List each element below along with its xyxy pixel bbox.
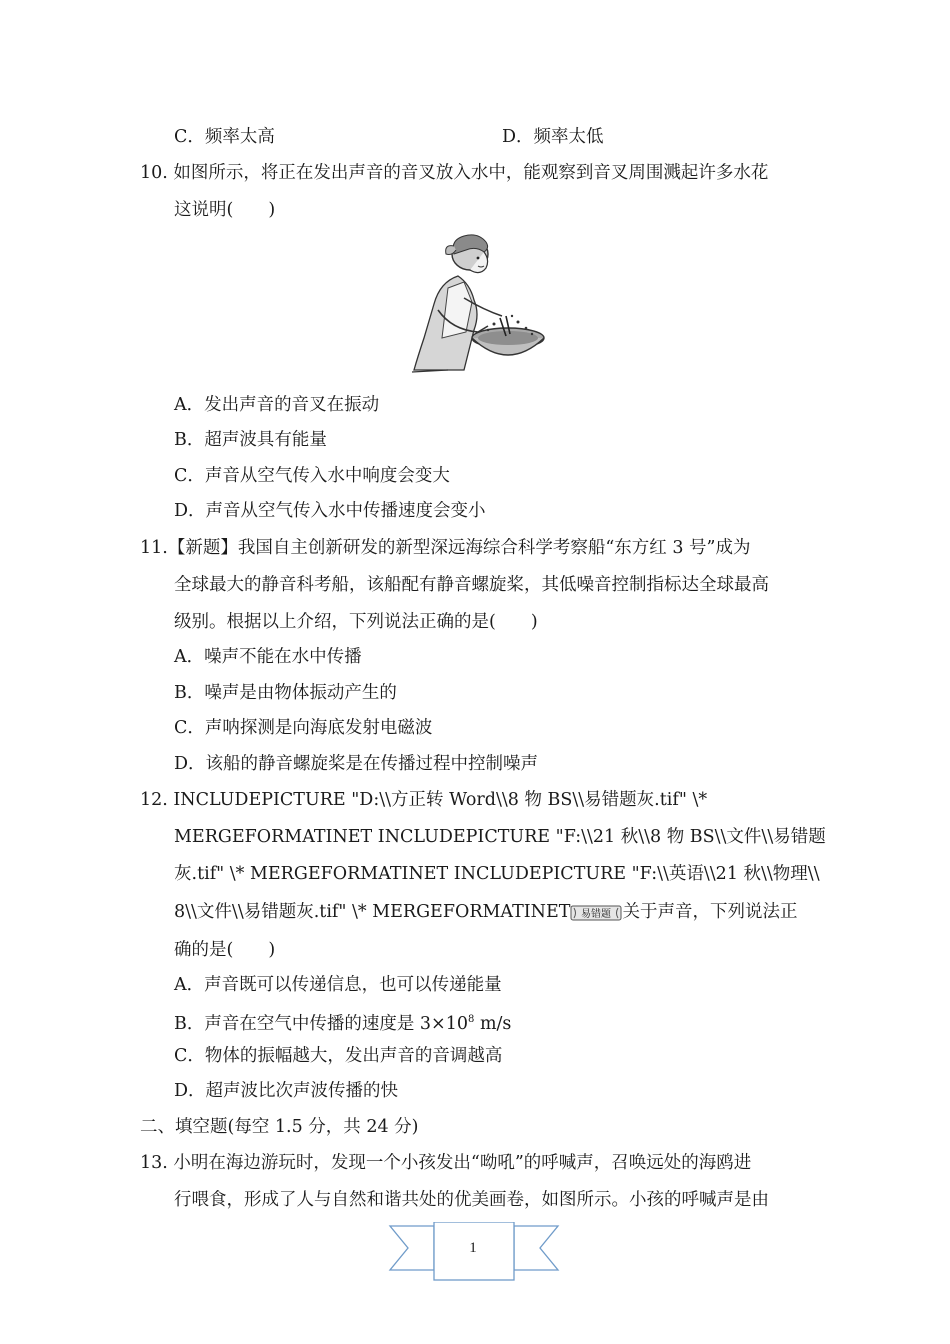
q10-option-a: A．发出声音的音叉在振动 (174, 395, 380, 415)
q11-option-a: A．噪声不能在水中传播 (174, 647, 362, 667)
q12-stem-line5: 确的是( ) (174, 940, 276, 960)
q10-stem-line1: 10. 如图所示，将正在发出声音的音叉放入水中，能观察到音叉周围溅起许多水花 (140, 163, 769, 183)
section-title-fill-in: 二、填空题(每空 1.5 分，共 24 分) (140, 1117, 419, 1137)
q10-option-c: C．声音从空气传入水中响度会变大 (174, 466, 450, 486)
q12-stem-line4 (174, 902, 797, 922)
q11-stem-line2: 全球最大的静音科考船，该船配有静音螺旋桨，其低噪音控制指标达全球最高 (174, 575, 769, 595)
q11-option-d: D．该船的静音螺旋桨是在传播过程中控制噪声 (174, 754, 539, 774)
q11-stem-line3: 级别。根据以上介绍，下列说法正确的是( ) (174, 612, 538, 632)
q12-stem-line4-text: 关于声音，下列说法正 (622, 902, 798, 922)
q9-option-c: C．频率太高 (174, 127, 275, 147)
tuning-fork-in-water-illustration (408, 232, 548, 374)
q12-stem-line4-field-code: 8\\文件\\易错题灰.tif" \* MERGEFORMATINET (174, 902, 571, 922)
q9-option-d: D．频率太低 (502, 127, 604, 147)
q11-option-c: C．声呐探测是向海底发射电磁波 (174, 718, 433, 738)
q12-option-c: C．物体的振幅越大，发出声音的音调越高 (174, 1046, 503, 1066)
q12-stem-line1: 12. INCLUDEPICTURE "D:\\方正转 Word\\8 物 BS\\易错题灰.tif" \* (140, 790, 708, 810)
q12-option-b (174, 1010, 511, 1034)
q12-stem-line2: MERGEFORMATINET INCLUDEPICTURE "F:\\21 秋\\8 物 BS\\文件\\易错题 (174, 827, 826, 847)
q12-option-b-unit: m/s (474, 1013, 512, 1034)
error-prone-badge-icon (570, 904, 622, 922)
q13-stem-line2: 行喂食，形成了人与自然和谐共处的优美画卷，如图所示。小孩的呼喊声是由 (174, 1190, 769, 1210)
q10-option-b: B．超声波具有能量 (174, 430, 327, 450)
q12-stem-line3: 灰.tif" \* MERGEFORMATINET INCLUDEPICTURE "F:\\英语\\21 秋\\物理\\ (174, 864, 820, 884)
q12-option-b-text: B．声音在空气中传播的速度是 3×10 (174, 1013, 468, 1034)
q11-stem-line1: 11.【新题】我国自主创新研发的新型深远海综合科学考察船“东方红 3 号”成为 (140, 538, 751, 558)
q10-option-d: D．声音从空气传入水中传播速度会变小 (174, 501, 486, 521)
q11-option-b: B．噪声是由物体振动产生的 (174, 683, 397, 703)
page-number: 1 (469, 1240, 477, 1256)
error-prone-badge-label: 易错题 (581, 908, 612, 920)
q12-option-b-exponent: 8 (468, 1014, 475, 1025)
q12-option-d: D．超声波比次声波传播的快 (174, 1081, 399, 1101)
q12-option-a: A．声音既可以传递信息，也可以传递能量 (174, 975, 502, 995)
q10-stem-line2: 这说明( ) (174, 200, 276, 220)
q13-stem-line1: 13. 小明在海边游玩时，发现一个小孩发出“呦吼”的呼喊声，召唤远处的海鸥进 (140, 1153, 752, 1173)
